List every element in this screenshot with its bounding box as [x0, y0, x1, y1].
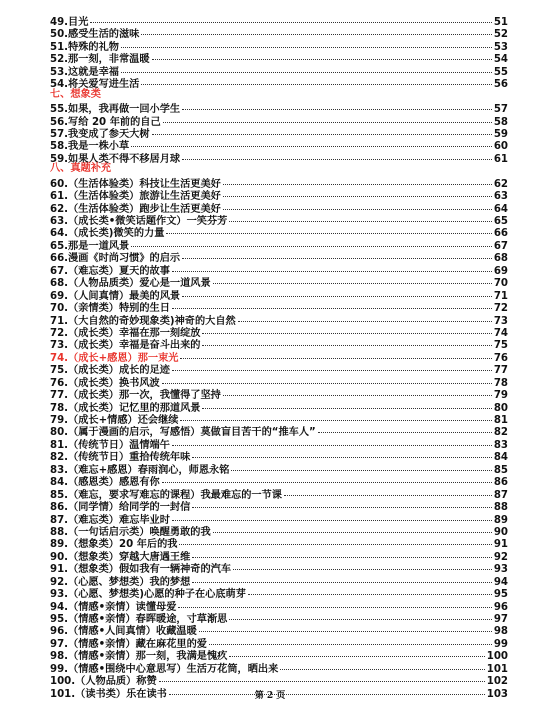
- entry-title: 75.（成长类）成长的足迹: [50, 365, 170, 377]
- entry-page-number: 55: [493, 66, 508, 78]
- entry-page-number: 99: [493, 638, 508, 650]
- dot-leader: [172, 298, 492, 309]
- entry-page-number: 53: [493, 41, 508, 53]
- dot-leader: [131, 236, 492, 247]
- entry-title: 87.（难忘类）难忘毕业时: [50, 514, 170, 526]
- entry-page-number: 63: [493, 191, 508, 203]
- dot-leader: [318, 422, 492, 433]
- entry-title: 98.（情感•亲情）那一刻，我满是愧疚: [50, 651, 228, 663]
- dot-leader: [179, 534, 491, 545]
- entry-title: 78.（成长类）记忆里的那道风景: [50, 402, 201, 414]
- dot-leader: [199, 621, 492, 632]
- dot-leader: [192, 447, 492, 458]
- entry-title: 92.（心愿、梦想类）我的梦想: [50, 576, 191, 588]
- entry-title: 83.（难忘+感恩）春雨润心，师恩永铭: [50, 464, 230, 476]
- entry-page-number: 96: [493, 601, 508, 613]
- entry-page-number: 61: [493, 153, 508, 165]
- entry-page-number: 59: [493, 128, 508, 140]
- dot-leader: [213, 273, 492, 284]
- entry-title: 77.（成长类）那一次，我懂得了坚持: [50, 390, 221, 402]
- dot-leader: [229, 211, 491, 222]
- entry-title: 89.（想象类）20 年后的我: [50, 539, 178, 551]
- entry-page-number: 76: [493, 352, 508, 364]
- dot-leader: [162, 373, 492, 384]
- entry-title: 91.（想象类）假如我有一辆神奇的汽车: [50, 564, 232, 576]
- dot-leader: [192, 572, 492, 583]
- entry-title: 86.（同学情）给同学的一封信: [50, 502, 191, 514]
- dot-leader: [131, 136, 492, 147]
- entry-title: 58.我是一株小草: [50, 141, 130, 153]
- dot-leader: [229, 609, 491, 620]
- dot-leader: [202, 323, 491, 334]
- dot-leader: [121, 37, 492, 48]
- entry-page-number: 64: [493, 203, 508, 215]
- entry-page-number: 100: [486, 651, 508, 663]
- entry-title: 81.（传统节日）温情端午: [50, 439, 170, 451]
- dot-leader: [229, 646, 484, 657]
- entry-page-number: 101: [486, 663, 508, 675]
- dot-leader: [152, 49, 492, 60]
- dot-leader: [192, 497, 492, 508]
- entry-page-number: 51: [493, 17, 508, 28]
- entry-title: 60.（生活体验类）科技让生活更美好: [50, 178, 221, 190]
- entry-title: 67.（难忘类）夏天的故事: [50, 265, 170, 277]
- dot-leader: [182, 99, 492, 110]
- footer-prefix: 第: [254, 691, 264, 701]
- dot-leader: [182, 149, 492, 160]
- entry-title: 52.那一刻，非常温暖: [50, 54, 150, 66]
- dot-leader: [163, 112, 492, 123]
- entry-page-number: 75: [493, 340, 508, 352]
- dot-leader: [202, 335, 491, 346]
- entry-page-number: 60: [493, 141, 508, 153]
- entry-page-number: 68: [493, 253, 508, 265]
- entry-title: 76.（成长类）换书风波: [50, 377, 160, 389]
- dot-leader: [280, 659, 484, 670]
- section-title: 八、真题补充: [50, 163, 112, 175]
- entry-title: 93.（心愿、梦想类)心愿的种子在心底萌芽: [50, 589, 246, 601]
- dot-leader: [166, 223, 491, 234]
- entry-title: 79.（成长+情感）还会继续: [50, 415, 179, 426]
- entry-title: 71.（大自然的奇妙现象类)神奇的大自然: [50, 315, 236, 327]
- dot-leader: [90, 12, 491, 23]
- table-of-contents: [50, 14, 508, 698]
- dot-leader: [209, 634, 492, 645]
- page-footer: [0, 688, 540, 701]
- entry-page-number: 57: [493, 104, 508, 116]
- dot-leader: [180, 348, 491, 359]
- entry-title: 69.（人间真情）最美的风景: [50, 290, 181, 302]
- entry-title: 49.目光: [50, 17, 89, 28]
- entry-page-number: 93: [493, 564, 508, 576]
- entry-title: 68.（人物品质类）爱心是一道风景: [50, 278, 211, 290]
- dot-leader: [182, 248, 492, 259]
- entry-title: 82.（传统节日）重拾传统年味: [50, 452, 191, 464]
- dot-leader: [233, 559, 492, 570]
- dot-leader: [180, 410, 491, 421]
- dot-leader: [223, 174, 492, 185]
- entry-title: 73.（成长类）幸福是奋斗出来的: [50, 340, 201, 352]
- dot-leader: [231, 460, 491, 471]
- entry-title: 97.（情感•亲情）藏在麻花里的爱: [50, 638, 207, 650]
- entry-title: 88.（一句话启示类）唤醒勇敢的我: [50, 526, 211, 538]
- entry-title: 55.如果，我再做一回小学生: [50, 104, 181, 116]
- entry-title: 99.（情感•围绕中心意思写）生活万花筒，晒出来: [50, 663, 279, 675]
- dot-leader: [238, 311, 492, 322]
- dot-leader: [121, 62, 492, 73]
- entry-page-number: 83: [493, 439, 508, 451]
- entry-title: 63.（成长类•微笑话题作文）一笑芬芳: [50, 216, 228, 227]
- entry-page-number: 95: [493, 589, 508, 601]
- entry-page-number: 87: [493, 489, 508, 501]
- dot-leader: [159, 671, 485, 682]
- entry-title: 90.（想象类）穿越大唐遇王维: [50, 551, 191, 563]
- dot-leader: [284, 485, 492, 496]
- dot-leader: [213, 522, 492, 533]
- dot-leader: [172, 435, 492, 446]
- entry-title: 59.如果人类不得不移居月球: [50, 153, 181, 165]
- entry-page-number: 92: [493, 551, 508, 563]
- entry-page-number: 85: [493, 464, 508, 476]
- entry-page-number: 67: [493, 240, 508, 252]
- entry-title: 64.（成长类)微笑的力量: [50, 228, 165, 240]
- entry-page-number: 52: [493, 29, 508, 41]
- footer-page-number: 2: [266, 691, 274, 701]
- entry-page-number: 74: [493, 327, 508, 339]
- dot-leader: [223, 385, 492, 396]
- entry-page-number: 66: [493, 228, 508, 240]
- entry-title: 50.感受生活的滋味: [50, 29, 140, 41]
- entry-page-number: 56: [493, 79, 508, 91]
- entry-title: 53.这就是幸福: [50, 66, 119, 78]
- dot-leader: [152, 124, 492, 135]
- dot-leader: [178, 597, 491, 608]
- entry-page-number: 90: [493, 526, 508, 538]
- dot-leader: [162, 472, 492, 483]
- entry-title: 101.（读书类）乐在读书: [50, 688, 167, 700]
- entry-page-number: 102: [486, 676, 508, 688]
- entry-title: 94.（情感•亲情）读懂母爱: [50, 601, 177, 613]
- dot-leader: [223, 186, 492, 197]
- toc-entry[interactable]: [50, 76, 508, 91]
- dot-leader: [223, 199, 492, 210]
- entry-page-number: 65: [493, 216, 508, 227]
- dot-leader: [172, 360, 492, 371]
- entry-title: 72.（成长类）幸福在那一刻绽放: [50, 327, 201, 339]
- entry-page-number: 82: [493, 427, 508, 439]
- entry-page-number: 98: [493, 626, 508, 638]
- dot-leader: [172, 510, 492, 521]
- entry-page-number: 84: [493, 452, 508, 464]
- entry-page-number: 71: [493, 290, 508, 302]
- entry-page-number: 86: [493, 477, 508, 489]
- entry-page-number: 69: [493, 265, 508, 277]
- dot-leader: [182, 286, 492, 297]
- entry-title: 66.漫画《时尚习惯》的启示: [50, 253, 181, 265]
- entry-page-number: 94: [493, 576, 508, 588]
- dot-leader: [192, 547, 492, 558]
- entry-title: 80.（属于漫画的启示，写感悟）莫做盲目苦干的“推车人”: [50, 427, 316, 439]
- footer-suffix: 页: [276, 691, 286, 701]
- entry-page-number: 62: [493, 178, 508, 190]
- dot-leader: [141, 24, 491, 35]
- section-title: 七、想象类: [50, 88, 101, 100]
- entry-page-number: 103: [486, 688, 508, 700]
- entry-page-number: 89: [493, 514, 508, 526]
- entry-page-number: 88: [493, 502, 508, 514]
- dot-leader: [141, 74, 491, 85]
- entry-title: 95.（情感•亲情）春晖暖途，寸草渐思: [50, 614, 228, 625]
- entry-page-number: 54: [493, 54, 508, 66]
- entry-page-number: 80: [493, 402, 508, 414]
- entry-page-number: 77: [493, 365, 508, 377]
- entry-page-number: 97: [493, 614, 508, 625]
- dot-leader: [248, 584, 492, 595]
- entry-page-number: 78: [493, 377, 508, 389]
- entry-page-number: 79: [493, 390, 508, 402]
- entry-title: 85.（难忘，要求写难忘的课程）我最难忘的一节课: [50, 489, 282, 501]
- entry-title: 51.特殊的礼物: [50, 41, 119, 53]
- dot-leader: [202, 398, 491, 409]
- entry-title: 61.（生活体验类）旅游让生活更美好: [50, 191, 221, 203]
- entry-title: 56.写给 20 年前的自己: [50, 116, 161, 128]
- entry-title: 65.那是一道风景: [50, 240, 130, 252]
- entry-title: 57.我变成了参天大树: [50, 128, 150, 140]
- entry-title: 54.将关爱写进生活: [50, 79, 140, 91]
- entry-title: 74.（成长+感恩）那一束光: [50, 352, 179, 364]
- entry-page-number: 70: [493, 278, 508, 290]
- entry-page-number: 91: [493, 539, 508, 551]
- entry-title: 100.（人物品质）称赞: [50, 676, 157, 688]
- entry-title: 62.（生活体验类）跑步让生活更美好: [50, 203, 221, 215]
- entry-page-number: 73: [493, 315, 508, 327]
- entry-page-number: 72: [493, 303, 508, 315]
- entry-title: 96.（情感•人间真情）收藏温暖: [50, 626, 197, 638]
- dot-leader: [172, 261, 492, 272]
- entry-page-number: 81: [493, 415, 508, 426]
- entry-page-number: 58: [493, 116, 508, 128]
- entry-title: 84.（感恩类）感恩有你: [50, 477, 160, 489]
- entry-title: 70.（亲情类）特别的生日: [50, 303, 170, 315]
